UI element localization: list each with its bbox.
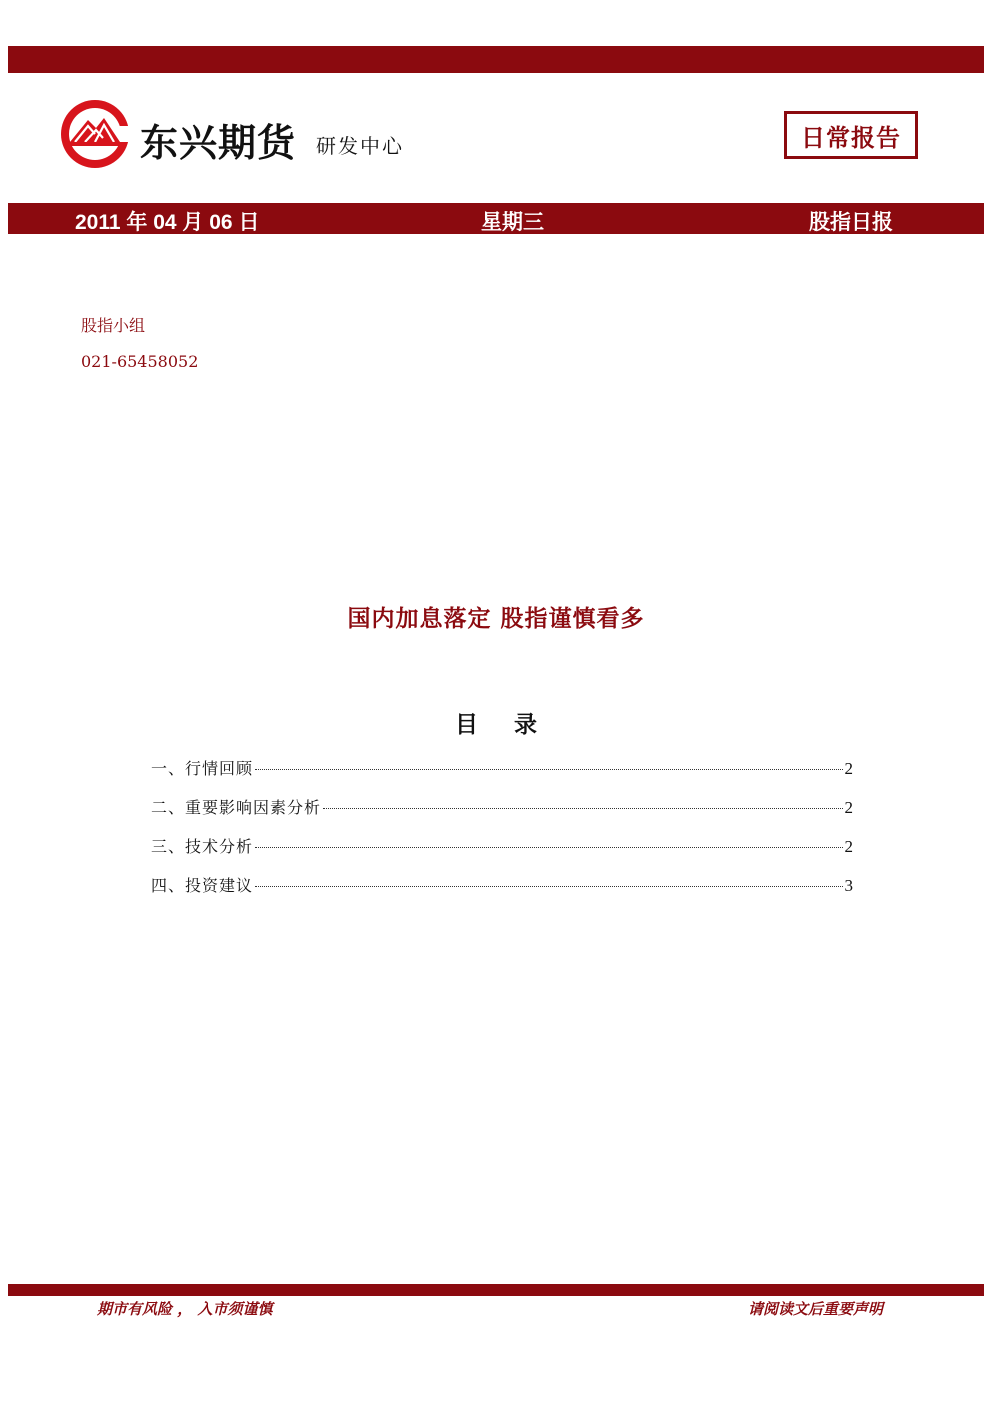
toc-leader-dots	[255, 886, 842, 887]
document-title: 国内加息落定 股指谨慎看多	[347, 605, 645, 632]
toc-leader-dots	[323, 808, 842, 809]
date-banner	[8, 203, 984, 234]
toc-entry-label: 三、技术分析	[151, 837, 254, 856]
toc-entry[interactable]	[151, 795, 853, 834]
report-category: 股指日报	[809, 211, 893, 234]
report-weekday: 星期三	[481, 211, 544, 234]
report-type-badge: 日常报告	[784, 111, 918, 159]
toc-leader-dots	[255, 769, 842, 770]
author-team: 股指小组	[81, 316, 146, 335]
toc-entry-label: 一、行情回顾	[151, 759, 254, 778]
toc-leader-dots	[255, 847, 842, 848]
footer-risk-warning: 期市有风险 ， 入市须谨慎	[97, 1300, 273, 1318]
dongxing-logo-icon	[58, 98, 132, 170]
toc-entry-page: 2	[844, 837, 853, 856]
toc-entry-page: 3	[844, 876, 853, 895]
toc-entry-page: 2	[844, 798, 853, 817]
toc-entry-label: 二、重要影响因素分析	[151, 798, 322, 817]
report-date: 2011 年 04 月 06 日	[75, 211, 260, 234]
company-name: 东兴期货	[140, 121, 297, 165]
toc-heading-char-1: 目	[455, 711, 478, 738]
table-of-contents	[151, 756, 853, 912]
toc-entry[interactable]	[151, 756, 853, 795]
toc-entry[interactable]	[151, 873, 853, 912]
footer-banner	[8, 1284, 984, 1296]
toc-heading	[0, 706, 992, 739]
toc-heading-char-2: 录	[514, 711, 537, 738]
toc-entry-page: 2	[844, 759, 853, 778]
toc-entry[interactable]	[151, 834, 853, 873]
company-department: 研发中心	[316, 134, 404, 158]
top-banner	[8, 46, 984, 73]
footer-disclaimer: 请阅读文后重要声明	[748, 1300, 884, 1318]
toc-entry-label: 四、投资建议	[151, 876, 254, 895]
author-phone: 021-65458052	[81, 352, 199, 371]
